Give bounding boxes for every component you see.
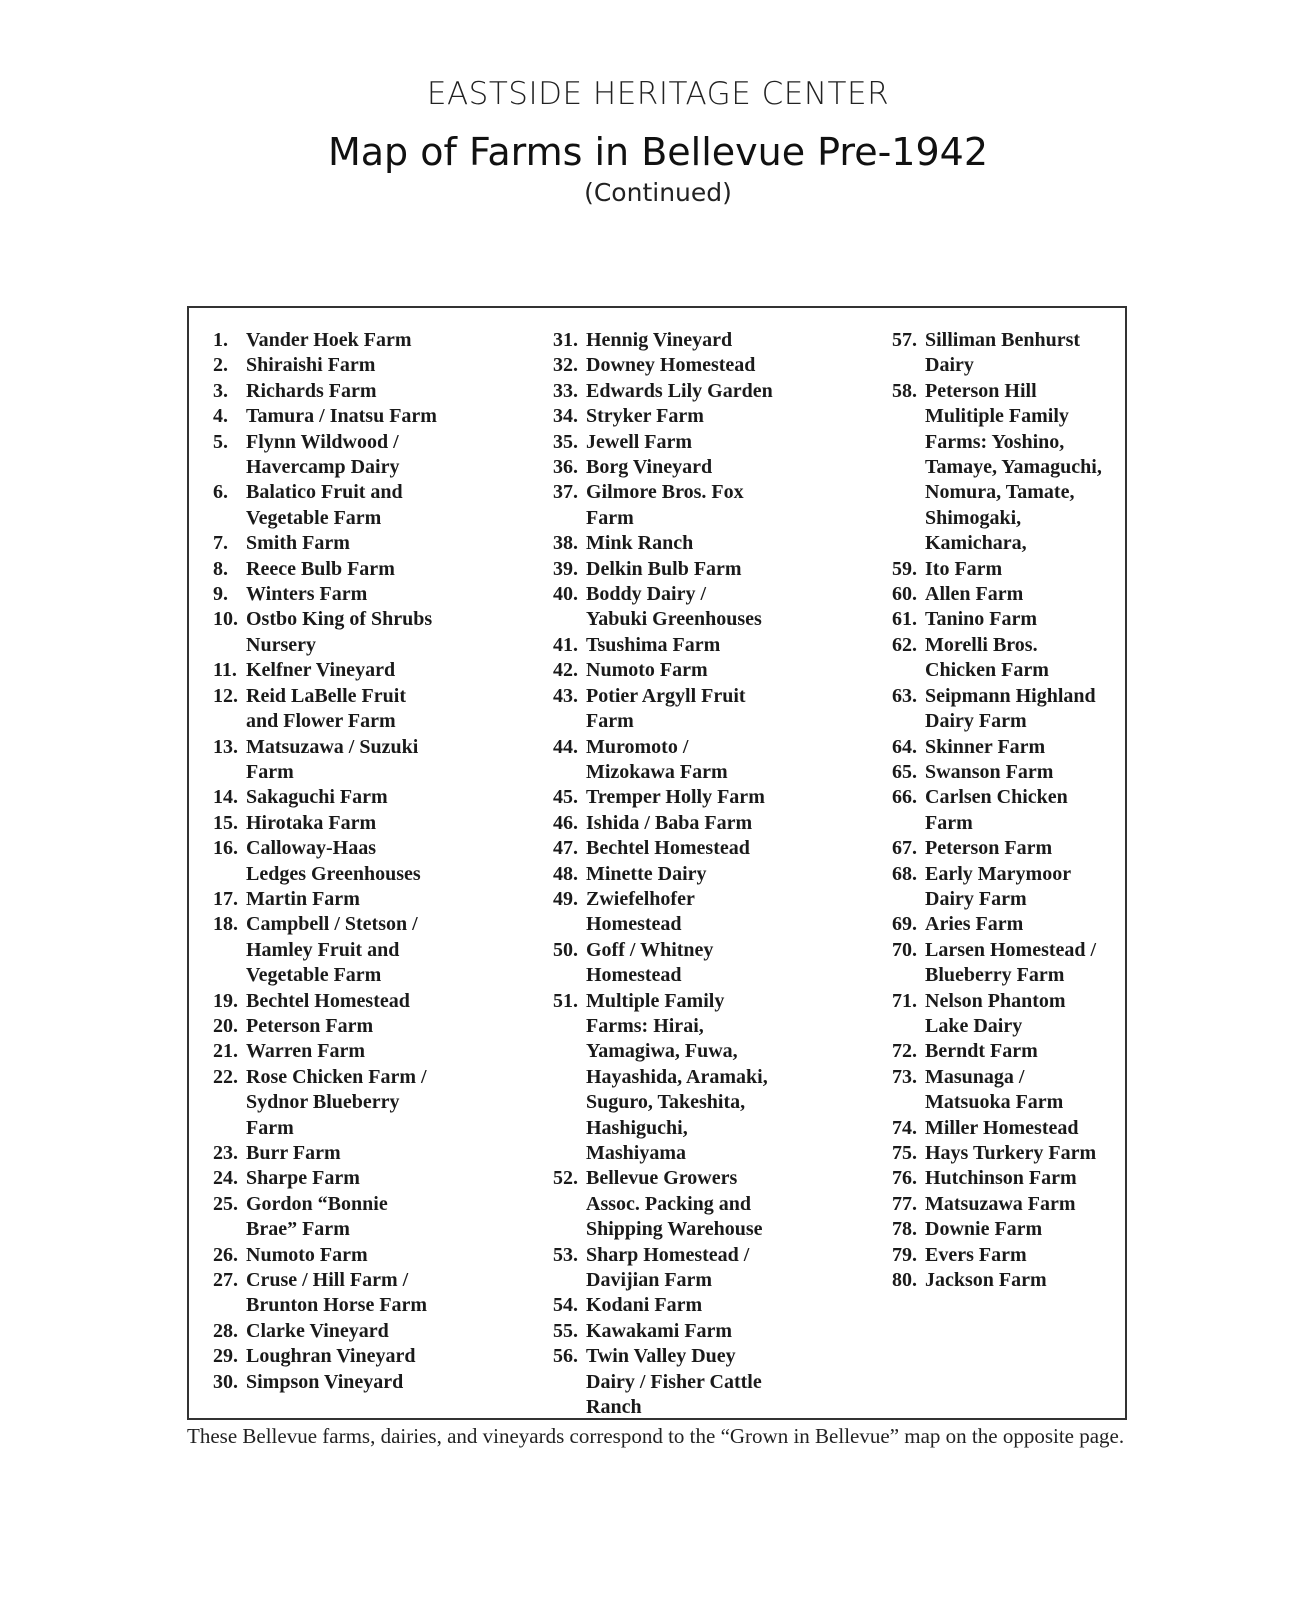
farm-name: Matsuzawa / Suzuki Farm bbox=[246, 735, 419, 783]
farm-number: 43. bbox=[553, 684, 578, 707]
farm-name: Gilmore Bros. Fox Farm bbox=[586, 481, 744, 529]
farm-name: Mink Ranch bbox=[586, 532, 694, 555]
caption: These Bellevue farms, dairies, and vineyards correspond to the “Grown in Bellevue” map on the opposite page. bbox=[187, 1424, 1125, 1448]
farm-number: 69. bbox=[892, 913, 917, 936]
farm-list-item bbox=[892, 735, 1122, 760]
farm-name: Goff / Whitney Homestead bbox=[586, 938, 714, 987]
farm-list-item bbox=[553, 1344, 883, 1420]
farm-list-item bbox=[892, 582, 1122, 607]
farm-name: Kodani Farm bbox=[586, 1294, 703, 1317]
farm-number: 28. bbox=[213, 1319, 238, 1342]
farm-list-item bbox=[553, 480, 883, 531]
farm-name: Miller Homestead bbox=[925, 1116, 1079, 1139]
farm-list-item bbox=[553, 404, 883, 429]
farm-number: 76. bbox=[892, 1167, 917, 1190]
farm-name: Balatico Fruit and Vegetable Farm bbox=[246, 481, 403, 529]
farm-number: 33. bbox=[553, 379, 578, 402]
farm-name: Calloway-Haas Ledges Greenhouses bbox=[246, 837, 421, 885]
farm-list-item bbox=[892, 1039, 1122, 1064]
farm-list-item bbox=[553, 582, 883, 633]
farm-list-item bbox=[213, 1370, 543, 1395]
farm-name: Skinner Farm bbox=[925, 735, 1046, 758]
farm-name: Tanino Farm bbox=[925, 608, 1038, 631]
farm-list-item bbox=[553, 811, 883, 836]
farm-number: 18. bbox=[213, 913, 238, 936]
farm-name: Cruse / Hill Farm / Brunton Horse Farm bbox=[246, 1269, 428, 1317]
farm-name: Shiraishi Farm bbox=[246, 354, 376, 377]
farm-number: 24. bbox=[213, 1167, 238, 1190]
farm-number: 54. bbox=[553, 1294, 578, 1317]
farm-number: 25. bbox=[213, 1192, 238, 1215]
farm-name: Kelfner Vineyard bbox=[246, 659, 396, 682]
farm-number: 66. bbox=[892, 786, 917, 809]
farm-name: Sharpe Farm bbox=[246, 1167, 360, 1190]
farm-number: 15. bbox=[213, 811, 238, 834]
farm-list-item bbox=[213, 735, 543, 786]
farm-list-item bbox=[892, 1141, 1122, 1166]
farm-list-item bbox=[892, 328, 1122, 379]
farm-number: 71. bbox=[892, 989, 917, 1012]
farm-name: Minette Dairy bbox=[586, 862, 707, 885]
farm-list-item bbox=[892, 633, 1122, 684]
farm-list-item bbox=[553, 531, 883, 556]
farm-list-item bbox=[213, 582, 543, 607]
farm-number: 35. bbox=[553, 430, 578, 453]
farm-number: 53. bbox=[553, 1243, 578, 1266]
farm-name: Twin Valley Duey Dairy / Fisher Cattle Ranch bbox=[586, 1345, 762, 1419]
farm-name: Morelli Bros. Chicken Farm bbox=[925, 633, 1049, 682]
farm-list-column-1 bbox=[213, 328, 543, 1395]
farm-list-item bbox=[213, 1319, 543, 1344]
farm-list-item bbox=[553, 1243, 883, 1294]
farm-list-item bbox=[213, 1243, 543, 1268]
farm-number: 36. bbox=[553, 456, 578, 479]
farm-list-item bbox=[553, 455, 883, 480]
farm-number: 57. bbox=[892, 329, 917, 351]
farm-list-item bbox=[892, 1217, 1122, 1242]
farm-list-item bbox=[213, 785, 543, 810]
farm-number: 37. bbox=[553, 481, 578, 504]
farm-name: Simpson Vineyard bbox=[246, 1370, 404, 1393]
farm-number: 77. bbox=[892, 1192, 917, 1215]
farm-name: Flynn Wildwood / Havercamp Dairy bbox=[246, 430, 400, 479]
farm-number: 31. bbox=[553, 329, 578, 351]
farm-name: Numoto Farm bbox=[246, 1243, 368, 1266]
farm-list-item bbox=[213, 658, 543, 683]
farm-number: 42. bbox=[553, 659, 578, 682]
farm-number: 16. bbox=[213, 837, 238, 860]
farm-list-item bbox=[213, 607, 543, 658]
farm-list-item bbox=[892, 607, 1122, 632]
farm-name: Zwiefelhofer Homestead bbox=[586, 887, 695, 936]
farm-list-item bbox=[892, 1268, 1122, 1293]
farm-name: Sharp Homestead / Davijian Farm bbox=[586, 1243, 750, 1292]
farm-name: Smith Farm bbox=[246, 532, 350, 555]
farm-number: 80. bbox=[892, 1269, 917, 1292]
farm-number: 68. bbox=[892, 862, 917, 885]
farm-number: 55. bbox=[553, 1319, 578, 1342]
farm-number: 64. bbox=[892, 735, 917, 758]
farm-number: 61. bbox=[892, 608, 917, 631]
farm-number: 78. bbox=[892, 1218, 917, 1241]
farm-list-item bbox=[553, 938, 883, 989]
farm-number: 56. bbox=[553, 1345, 578, 1368]
farm-list-item bbox=[892, 1065, 1122, 1116]
farm-name: Bellevue Growers Assoc. Packing and Shipping Warehouse bbox=[586, 1167, 763, 1241]
farm-name: Winters Farm bbox=[246, 583, 368, 606]
farm-number: 49. bbox=[553, 887, 578, 910]
farm-number: 32. bbox=[553, 354, 578, 377]
farm-list-item bbox=[892, 989, 1122, 1040]
farm-name: Downey Homestead bbox=[586, 354, 756, 377]
farm-list-item bbox=[553, 1293, 883, 1318]
farm-number: 67. bbox=[892, 837, 917, 860]
farm-list-item bbox=[213, 531, 543, 556]
farm-number: 70. bbox=[892, 938, 917, 961]
farm-number: 60. bbox=[892, 583, 917, 606]
farm-list-item bbox=[213, 404, 543, 429]
farm-name: Sakaguchi Farm bbox=[246, 786, 388, 809]
farm-number: 27. bbox=[213, 1269, 238, 1292]
farm-number: 52. bbox=[553, 1167, 578, 1190]
farm-number: 29. bbox=[213, 1345, 238, 1368]
farm-name: Borg Vineyard bbox=[586, 456, 713, 479]
farm-list-item bbox=[213, 1039, 543, 1064]
farm-list-item bbox=[892, 379, 1122, 557]
farm-number: 63. bbox=[892, 684, 917, 707]
farm-list-item bbox=[213, 379, 543, 404]
farm-number: 19. bbox=[213, 989, 238, 1012]
farm-number: 59. bbox=[892, 557, 917, 580]
farm-list-item bbox=[213, 1141, 543, 1166]
farm-list-column-2 bbox=[553, 328, 883, 1420]
farm-list-item bbox=[213, 811, 543, 836]
farm-name: Silliman Benhurst Dairy bbox=[925, 329, 1081, 377]
farm-list-item bbox=[553, 379, 883, 404]
farm-name: Numoto Farm bbox=[586, 659, 708, 682]
farm-name: Early Marymoor Dairy Farm bbox=[925, 862, 1072, 910]
farm-list-item bbox=[892, 912, 1122, 937]
farm-name: Nelson Phantom Lake Dairy bbox=[925, 989, 1066, 1037]
farm-list-item bbox=[892, 1243, 1122, 1268]
farm-name: Campbell / Stetson / Hamley Fruit and Vegetable Farm bbox=[246, 913, 418, 987]
farm-list-item bbox=[213, 328, 543, 353]
farm-number: 46. bbox=[553, 811, 578, 834]
farm-number: 3. bbox=[213, 379, 228, 402]
farm-name: Muromoto / Mizokawa Farm bbox=[586, 735, 728, 783]
farm-number: 74. bbox=[892, 1116, 917, 1139]
farm-name: Jewell Farm bbox=[586, 430, 693, 453]
farm-number: 21. bbox=[213, 1040, 238, 1063]
farm-name: Delkin Bulb Farm bbox=[586, 557, 742, 580]
farm-number: 10. bbox=[213, 608, 238, 631]
farm-list-item bbox=[892, 938, 1122, 989]
farm-number: 39. bbox=[553, 557, 578, 580]
farm-name: Reid LaBelle Fruit and Flower Farm bbox=[246, 684, 406, 733]
farm-list-item bbox=[892, 1116, 1122, 1141]
farm-name: Peterson Hill Mulitiple Family Farms: Yoshino, Tamaye, Yamaguchi, Nomura, Tamate, Shimogaki, Kamichara, bbox=[925, 379, 1102, 555]
farm-list-item bbox=[553, 328, 883, 353]
farm-list-item bbox=[213, 989, 543, 1014]
farm-name: Masunaga / Matsuoka Farm bbox=[925, 1065, 1064, 1114]
farm-name: Rose Chicken Farm / Sydnor Blueberry Farm bbox=[246, 1065, 427, 1139]
farm-number: 6. bbox=[213, 481, 228, 504]
farm-list-item bbox=[553, 862, 883, 887]
farm-name: Peterson Farm bbox=[246, 1014, 374, 1037]
farm-number: 7. bbox=[213, 532, 228, 555]
farm-list-item bbox=[892, 862, 1122, 913]
farm-number: 20. bbox=[213, 1014, 238, 1037]
farm-number: 44. bbox=[553, 735, 578, 758]
farm-name: Ishida / Baba Farm bbox=[586, 811, 753, 834]
farm-number: 73. bbox=[892, 1065, 917, 1088]
farm-name: Hennig Vineyard bbox=[586, 329, 733, 351]
farm-list-item bbox=[553, 785, 883, 810]
farm-name: Ito Farm bbox=[925, 557, 1003, 580]
farm-name: Swanson Farm bbox=[925, 760, 1054, 783]
farm-name: Potier Argyll Fruit Farm bbox=[586, 684, 746, 733]
farm-name: Peterson Farm bbox=[925, 837, 1053, 860]
farm-name: Warren Farm bbox=[246, 1040, 366, 1063]
farm-list-box bbox=[187, 306, 1127, 1420]
farm-name: Larsen Homestead / Blueberry Farm bbox=[925, 938, 1097, 987]
farm-number: 72. bbox=[892, 1040, 917, 1063]
farm-name: Stryker Farm bbox=[586, 405, 704, 428]
farm-list-item bbox=[213, 836, 543, 887]
farm-number: 13. bbox=[213, 735, 238, 758]
organization-name: EASTSIDE HERITAGE CENTER bbox=[426, 76, 890, 112]
farm-number: 65. bbox=[892, 760, 917, 783]
farm-number: 62. bbox=[892, 633, 917, 656]
farm-list-item bbox=[213, 1014, 543, 1039]
farm-list-item bbox=[553, 1166, 883, 1242]
page-title: Map of Farms in Bellevue Pre-1942 bbox=[327, 130, 988, 174]
farm-name: Martin Farm bbox=[246, 887, 360, 910]
farm-list-item bbox=[213, 1065, 543, 1141]
farm-name: Matsuzawa Farm bbox=[925, 1192, 1076, 1215]
farm-list-item bbox=[213, 557, 543, 582]
farm-number: 75. bbox=[892, 1142, 917, 1164]
farm-list-item bbox=[213, 1166, 543, 1191]
farm-list-item bbox=[892, 1166, 1122, 1191]
farm-list-item bbox=[213, 684, 543, 735]
farm-name: Carlsen Chicken Farm bbox=[925, 786, 1068, 834]
farm-list-item bbox=[213, 887, 543, 912]
farm-number: 41. bbox=[553, 633, 578, 656]
farm-list-item bbox=[213, 1344, 543, 1369]
farm-name: Aries Farm bbox=[925, 913, 1024, 936]
farm-number: 40. bbox=[553, 583, 578, 606]
farm-number: 47. bbox=[553, 837, 578, 860]
farm-name: Berndt Farm bbox=[925, 1040, 1038, 1063]
farm-name: Hutchinson Farm bbox=[925, 1167, 1077, 1190]
farm-list-item bbox=[553, 887, 883, 938]
farm-name: Evers Farm bbox=[925, 1243, 1027, 1266]
farm-list-item bbox=[553, 658, 883, 683]
farm-list-item bbox=[553, 684, 883, 735]
farm-list-item bbox=[213, 1192, 543, 1243]
farm-list-item bbox=[553, 353, 883, 378]
farm-name: Reece Bulb Farm bbox=[246, 557, 395, 580]
farm-number: 22. bbox=[213, 1065, 238, 1088]
farm-list-item bbox=[213, 430, 543, 481]
farm-number: 58. bbox=[892, 379, 917, 402]
farm-number: 51. bbox=[553, 989, 578, 1012]
farm-name: Gordon “Bonnie Brae” Farm bbox=[246, 1192, 388, 1241]
farm-list-item bbox=[892, 557, 1122, 582]
farm-name: Clarke Vineyard bbox=[246, 1319, 389, 1342]
farm-list-item bbox=[553, 430, 883, 455]
farm-list-item bbox=[892, 760, 1122, 785]
farm-list-item bbox=[553, 1319, 883, 1344]
farm-name: Kawakami Farm bbox=[586, 1319, 733, 1342]
farm-name: Burr Farm bbox=[246, 1142, 341, 1164]
farm-name: Edwards Lily Garden bbox=[586, 379, 773, 402]
farm-name: Tremper Holly Farm bbox=[586, 786, 765, 809]
farm-name: Bechtel Homestead bbox=[246, 989, 410, 1012]
farm-name: Multiple Family Farms: Hirai, Yamagiwa, Fuwa, Hayashida, Aramaki, Suguro, Takeshita, Hashiguchi, Mashiyama bbox=[586, 989, 768, 1164]
farm-list-item bbox=[553, 836, 883, 861]
farm-list-item bbox=[213, 480, 543, 531]
farm-list-item bbox=[553, 735, 883, 786]
farm-number: 1. bbox=[213, 329, 228, 351]
farm-number: 45. bbox=[553, 786, 578, 809]
farm-list-item bbox=[553, 633, 883, 658]
farm-number: 79. bbox=[892, 1243, 917, 1266]
farm-name: Jackson Farm bbox=[925, 1269, 1047, 1292]
farm-number: 14. bbox=[213, 786, 238, 809]
farm-name: Loughran Vineyard bbox=[246, 1345, 416, 1368]
farm-list-item bbox=[213, 912, 543, 988]
farm-name: Allen Farm bbox=[925, 583, 1024, 606]
farm-name: Boddy Dairy / Yabuki Greenhouses bbox=[586, 583, 762, 631]
farm-name: Downie Farm bbox=[925, 1218, 1043, 1241]
farm-name: Richards Farm bbox=[246, 379, 377, 402]
farm-number: 23. bbox=[213, 1142, 238, 1164]
farm-number: 12. bbox=[213, 684, 238, 707]
page-subtitle: (Continued) bbox=[584, 178, 732, 207]
farm-list-item bbox=[892, 684, 1122, 735]
farm-number: 4. bbox=[213, 405, 228, 428]
farm-number: 50. bbox=[553, 938, 578, 961]
farm-name: Hirotaka Farm bbox=[246, 811, 377, 834]
farm-number: 30. bbox=[213, 1370, 238, 1393]
farm-number: 26. bbox=[213, 1243, 238, 1266]
farm-number: 34. bbox=[553, 405, 578, 428]
farm-number: 8. bbox=[213, 557, 228, 580]
farm-name: Seipmann Highland Dairy Farm bbox=[925, 684, 1096, 733]
farm-number: 17. bbox=[213, 887, 238, 910]
farm-list-item bbox=[213, 1268, 543, 1319]
farm-name: Ostbo King of Shrubs Nursery bbox=[246, 608, 433, 656]
farm-number: 2. bbox=[213, 354, 228, 377]
farm-list-item bbox=[892, 785, 1122, 836]
farm-name: Vander Hoek Farm bbox=[246, 329, 412, 351]
farm-number: 48. bbox=[553, 862, 578, 885]
farm-number: 9. bbox=[213, 583, 228, 606]
farm-list-item bbox=[553, 989, 883, 1167]
farm-name: Tsushima Farm bbox=[586, 633, 721, 656]
farm-list-item bbox=[892, 836, 1122, 861]
farm-list-item bbox=[213, 353, 543, 378]
farm-name: Bechtel Homestead bbox=[586, 837, 750, 860]
farm-list-item bbox=[892, 1192, 1122, 1217]
farm-list-item bbox=[553, 557, 883, 582]
farm-number: 11. bbox=[213, 659, 237, 682]
farm-name: Tamura / Inatsu Farm bbox=[246, 405, 437, 428]
farm-number: 38. bbox=[553, 532, 578, 555]
farm-number: 5. bbox=[213, 430, 228, 453]
farm-name: Hays Turkery Farm bbox=[925, 1142, 1097, 1164]
farm-list-column-3 bbox=[892, 328, 1122, 1293]
